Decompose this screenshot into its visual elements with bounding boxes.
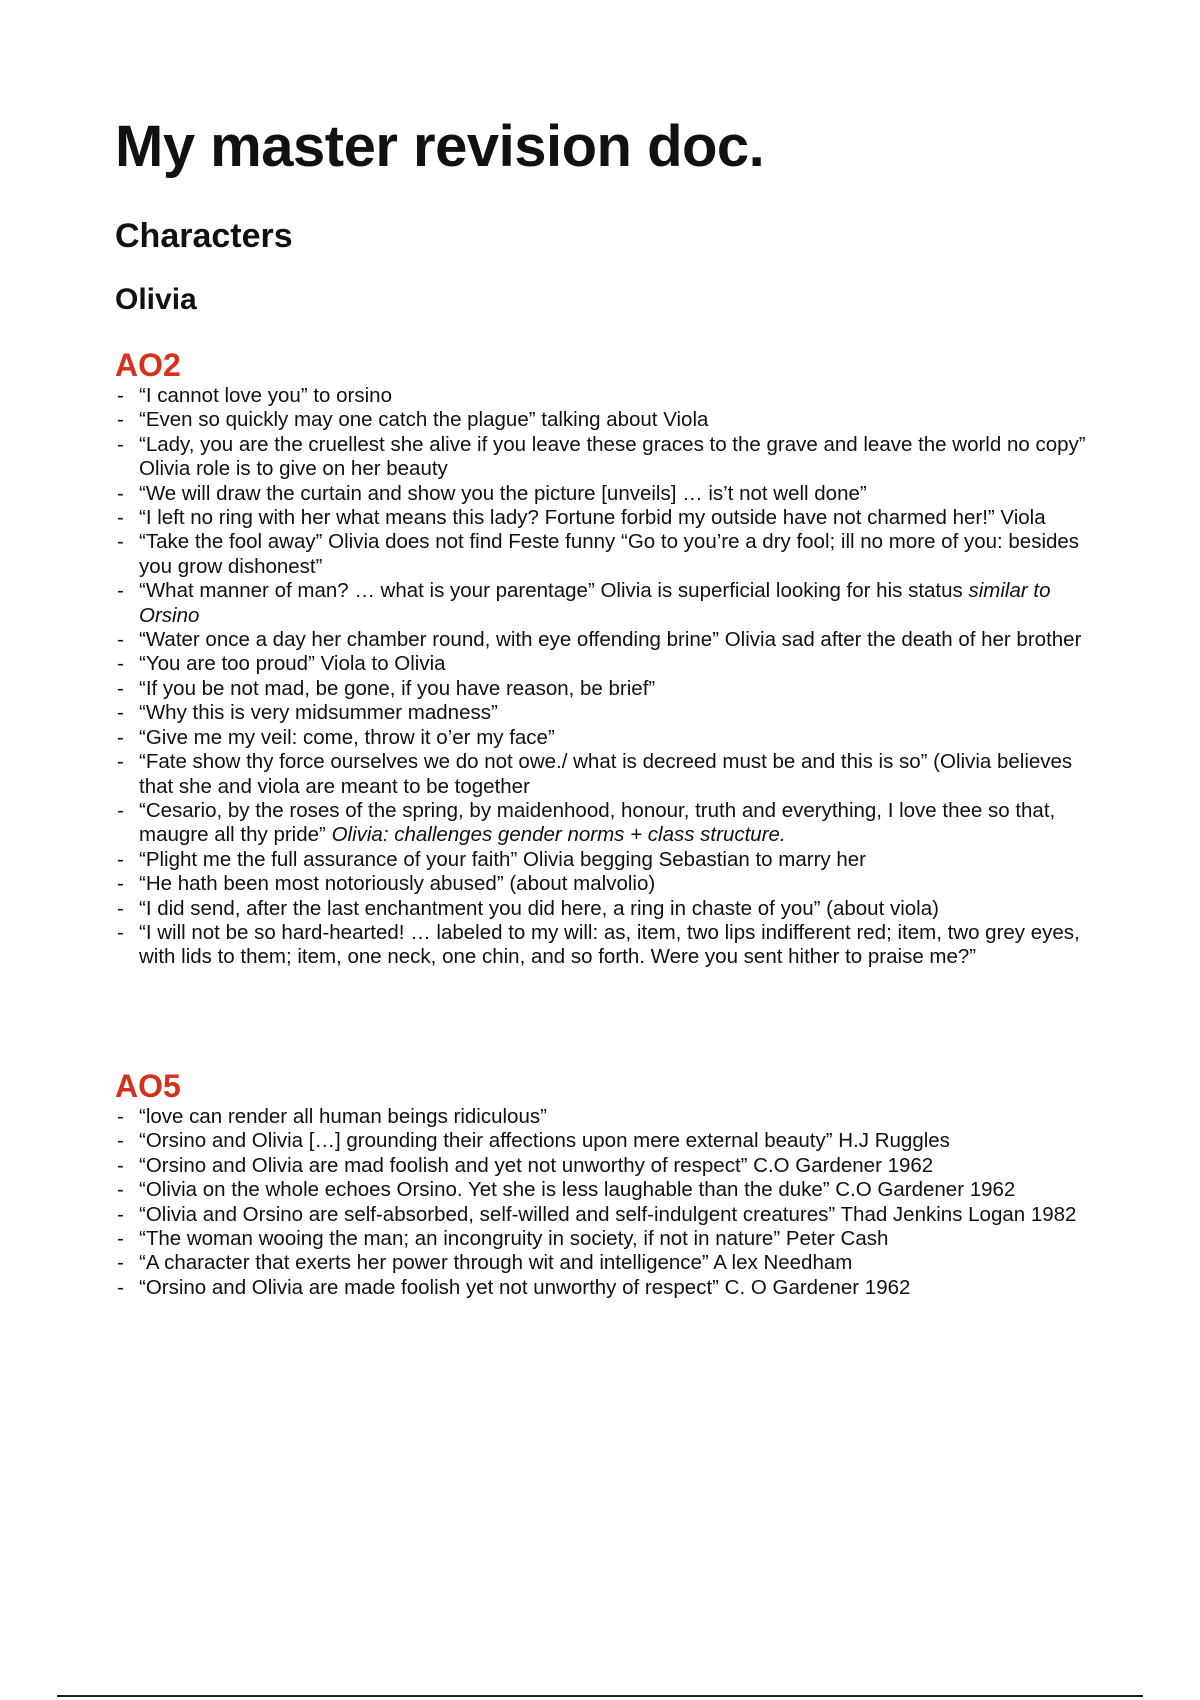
document-title: My master revision doc. [115, 114, 765, 179]
quote-list-item [115, 726, 1090, 750]
quote-text: “Orsino and Olivia are made foolish yet not unworthy of respect” C. O Gardener 1962 [139, 1275, 911, 1299]
quote-list-item [115, 1227, 1090, 1251]
quote-list-item [115, 750, 1090, 799]
quote-list-item [115, 799, 1090, 848]
quote-list-item [115, 1276, 1090, 1300]
quote-list-item [115, 433, 1090, 482]
quote-text: “He hath been most notoriously abused” (about malvolio) [139, 872, 656, 896]
quote-text: “Orsino and Olivia […] grounding their affections upon mere external beauty” H.J Ruggles [139, 1129, 950, 1153]
page-bottom-divider [57, 1695, 1143, 1697]
quote-text: “I did send, after the last enchantment you did here, a ring in chaste of you” (about viola) [139, 896, 939, 920]
ao2-heading: AO2 [115, 347, 181, 383]
quote-text: “Plight me the full assurance of your faith” Olivia begging Sebastian to marry her [139, 847, 866, 871]
quote-list-item [115, 1154, 1090, 1178]
quote-text: “Lady, you are the cruellest she alive if you leave these graces to the grave and leave the world no copy” Olivia role is to give on her beauty [139, 432, 1086, 481]
quote-annotation: similar to Orsino [139, 579, 1051, 627]
quote-list-item [115, 1105, 1090, 1129]
quote-list-item [115, 506, 1090, 530]
quote-list-item [115, 1178, 1090, 1202]
quote-list-item [115, 872, 1090, 896]
quote-text: “Olivia and Orsino are self-absorbed, self-willed and self-indulgent creatures” Thad Jenkins Logan 1982 [139, 1202, 1077, 1226]
quote-list-item [115, 579, 1090, 628]
quote-text: “I cannot love you” to orsino [139, 384, 392, 407]
quote-list-item [115, 677, 1090, 701]
quote-text: “Why this is very midsummer madness” [139, 701, 498, 725]
quote-text: “The woman wooing the man; an incongruity in society, if not in nature” Peter Cash [139, 1227, 889, 1251]
quote-list-item [115, 848, 1090, 872]
quote-text: “Olivia on the whole echoes Orsino. Yet she is less laughable than the duke” C.O Gardener 1962 [139, 1178, 1016, 1202]
character-heading-olivia: Olivia [115, 283, 197, 316]
quote-text: “Even so quickly may one catch the plague” talking about Viola [139, 408, 709, 432]
quote-list-item [115, 408, 1090, 432]
quote-list-item [115, 701, 1090, 725]
quote-list-item [115, 921, 1090, 970]
quote-list-item [115, 530, 1090, 579]
quote-list-item [115, 1203, 1090, 1227]
ao5-heading: AO5 [115, 1068, 181, 1104]
section-heading-characters: Characters [115, 217, 293, 255]
quote-list-item [115, 482, 1090, 506]
quote-text: “Cesario, by the roses of the spring, by maidenhood, honour, truth and everything, I love thee so that, maugre all thy pride” [139, 798, 1056, 847]
quote-annotation: Olivia: challenges gender norms + class structure. [331, 823, 786, 847]
quote-text: “If you be not mad, be gone, if you have reason, be brief” [139, 676, 656, 700]
quote-text: “I will not be so hard-hearted! … labeled to my will: as, item, two lips indifferent red; item, two grey eyes, with lids to them; item, one neck, one chin, and so forth. Were you sent hither to praise me?” [139, 920, 1080, 969]
quote-text: “Water once a day her chamber round, with eye offending brine” Olivia sad after the death of her brother [139, 628, 1082, 652]
ao5-quote-list [115, 1105, 1090, 1300]
quote-list-item [115, 628, 1090, 652]
quote-text: “A character that exerts her power through wit and intelligence” A lex Needham [139, 1251, 853, 1275]
quote-list-item [115, 384, 1090, 408]
quote-text: “Take the fool away” Olivia does not find Feste funny “Go to you’re a dry fool; ill no more of you: besides you grow dishonest” [139, 530, 1080, 578]
quote-text: “What manner of man? … what is your parentage” Olivia is superficial looking for his status [139, 579, 969, 603]
quote-text: “love can render all human beings ridiculous” [139, 1105, 547, 1128]
quote-list-item [115, 897, 1090, 921]
quote-list-item [115, 1251, 1090, 1275]
quote-list-item [115, 652, 1090, 676]
quote-text: “We will draw the curtain and show you the picture [unveils] … is’t not well done” [139, 481, 867, 505]
quote-list-item [115, 1129, 1090, 1153]
quote-text: “Orsino and Olivia are mad foolish and yet not unworthy of respect” C.O Gardener 1962 [139, 1153, 934, 1177]
quote-text: “I left no ring with her what means this lady? Fortune forbid my outside have not charmed her!” Viola [139, 506, 1046, 530]
quote-text: “Fate show thy force ourselves we do not owe./ what is decreed must be and this is so” (Olivia believes that she and viola are meant to be together [139, 750, 1073, 798]
ao2-quote-list [115, 384, 1090, 970]
quote-text: “You are too proud” Viola to Olivia [139, 652, 446, 676]
quote-text: “Give me my veil: come, throw it o’er my face” [139, 725, 555, 749]
